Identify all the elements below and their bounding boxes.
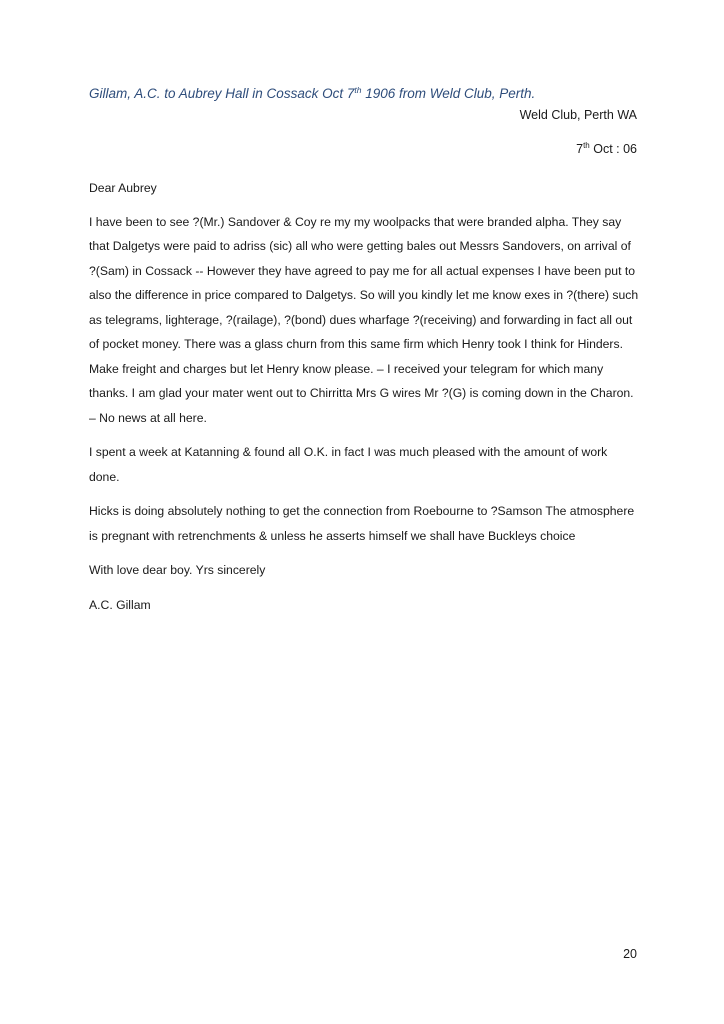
sender-address: Weld Club, Perth WA (519, 108, 637, 122)
paragraph-woolpacks: I have been to see ?(Mr.) Sandover & Coy re my my woolpacks that were branded alpha. They say that Dalgetys were paid to adriss (sic) all who were getting bales out Messrs Sandovers, on arrival of ?(Sam) in Cossack -- However they have agreed to pay me for all actual expenses I have been put to also the difference in price compared to Dalgetys. So will you kindly let me know exes in ?(there) such as telegrams, lighterage, ?(railage), ?(bond) dues wharfage ?(receiving) and forwarding in fact all out of pocket money. There was a glass churn from this same firm which Henry took I think for Hinders. Make freight and charges but let Henry know please. – I received your telegram for which many thanks. I am glad your mater went out to Chirritta Mrs G wires Mr ?(G) is coming down in the Charon. – No news at all here. (89, 214, 639, 425)
page-number: 20 (623, 947, 637, 961)
date-day: 7 (576, 142, 584, 156)
salutation: Dear Aubrey (89, 181, 157, 195)
heading-text-part2: 1906 from Weld Club, Perth. (361, 86, 536, 101)
letter-body (89, 176, 641, 627)
signature: A.C. Gillam (89, 597, 151, 612)
heading-superscript: th (354, 85, 362, 95)
letter-heading (89, 86, 649, 101)
date-rest: Oct : 06 (589, 142, 637, 156)
paragraph-katanning: I spent a week at Katanning & found all O.K. in fact I was much pleased with the amount of work done. (89, 445, 608, 484)
paragraph-hicks: Hicks is doing absolutely nothing to get the connection from Roebourne to ?Samson The atmosphere is pregnant with retrenchments & unless he asserts himself we shall have Buckleys choice (89, 504, 635, 543)
letter-date (576, 142, 637, 156)
date-superscript: th (583, 141, 590, 150)
closing: With love dear boy. Yrs sincerely (89, 563, 266, 577)
heading-text-part1: Gillam, A.C. to Aubrey Hall in Cossack Oct 7 (89, 86, 355, 101)
